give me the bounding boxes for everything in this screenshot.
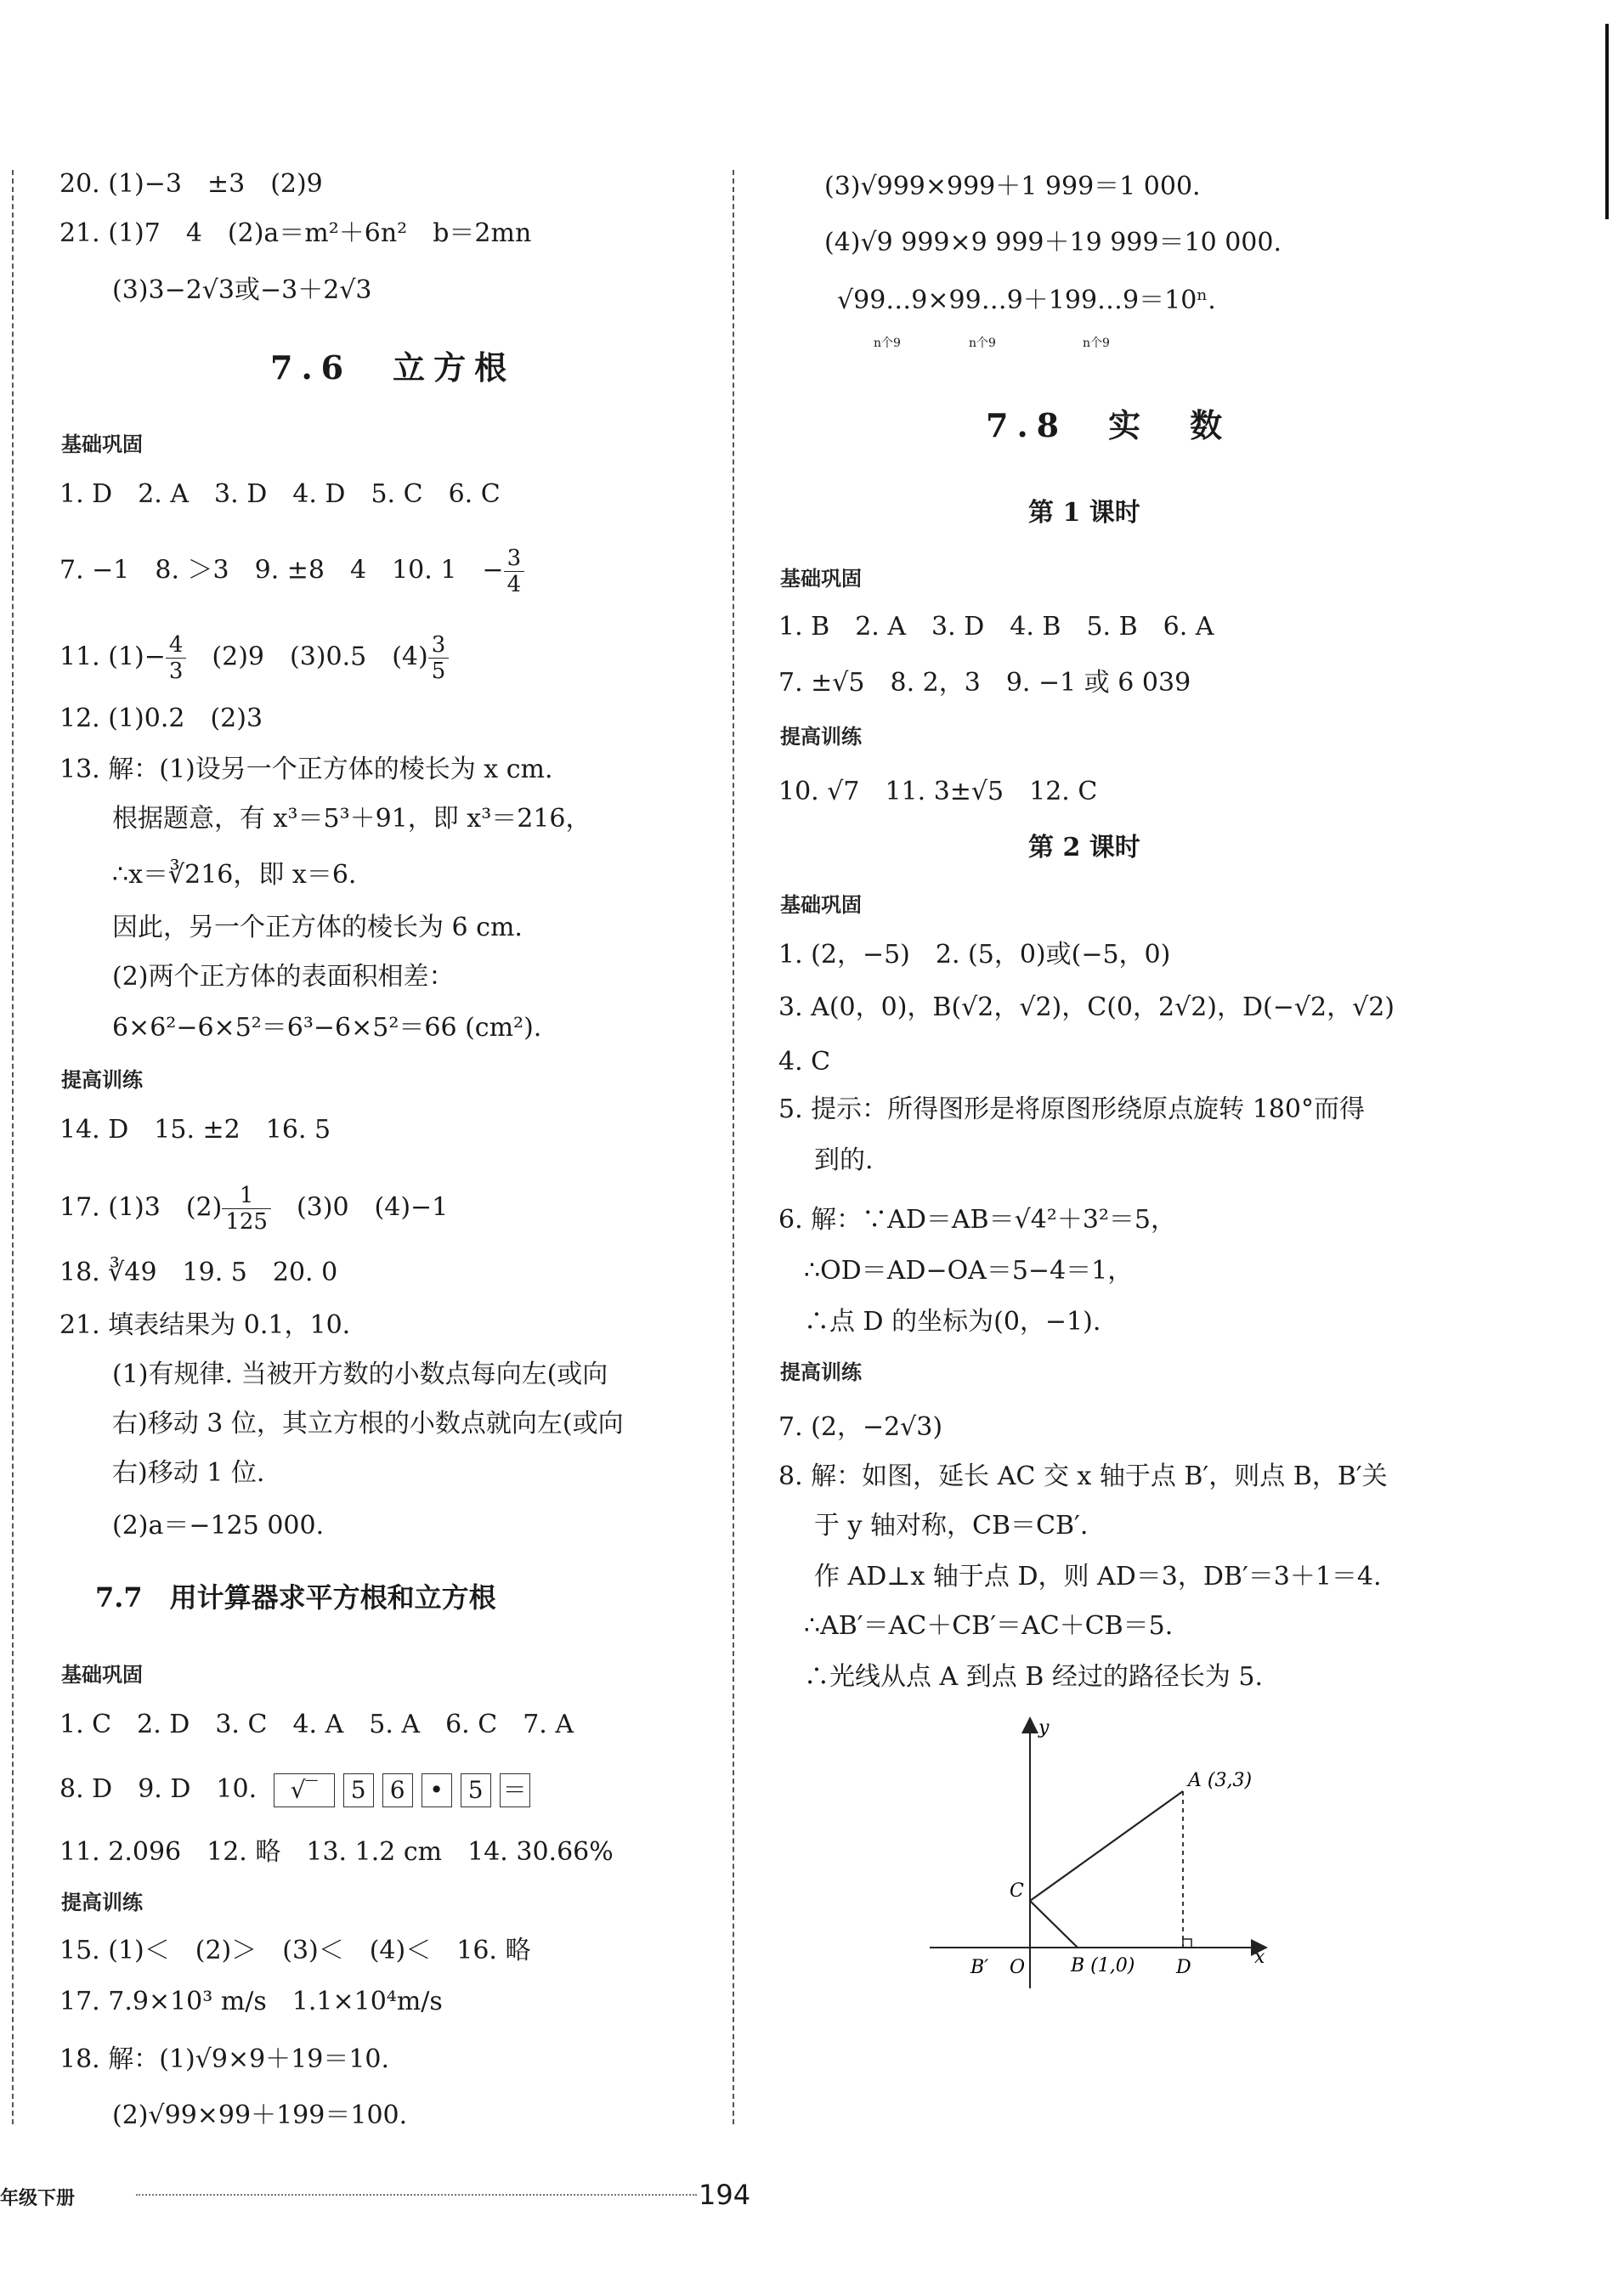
lesson-2-title: 第 2 课时 [1028, 833, 1140, 862]
answer-8-10: 8. D 9. D 10. √‾ 5 6 • 5 ＝ [59, 1773, 539, 1807]
answer-11-14: 11. 2.096 12. 略 13. 1.2 cm 14. 30.66% [59, 1837, 614, 1867]
answer-20: 20. (1)−3 ±3 (2)9 [59, 169, 323, 199]
answer-14-16: 14. D 15. ±2 16. 5 [59, 1115, 331, 1145]
answer-13-f: 6×6²−6×5²＝6³−6×5²＝66 (cm²). [112, 1013, 542, 1043]
footer-dotted-line [136, 2194, 697, 2196]
fraction: $\frac{4}{3}$ [166, 632, 187, 684]
fraction: $\frac{3}{5}$ [428, 632, 450, 684]
answer-13-b: 根据题意，有 x³＝5³＋91，即 x³＝216， [112, 804, 591, 834]
answer-r2-7: 7. (2，−2√3) [778, 1412, 943, 1442]
answer-r2-6b: ∴OD＝AD−OA＝5−4＝1， [804, 1256, 1134, 1286]
section-title-7-6: 7.6 立方根 [270, 348, 516, 387]
answer-r2-8c: 作 AD⊥x 轴于点 D，则 AD＝3，DB′＝3＋1＝4. [814, 1562, 1382, 1592]
answer-21: 21. (1)7 4 (2)a＝m²＋6n² b＝2mn [59, 218, 532, 248]
answer-21-e: (2)a＝−125 000. [112, 1511, 325, 1541]
label-x: x [1254, 1947, 1265, 1968]
answer-17: 17. (1)3 (2) $\frac{1}{125}$ (3)0 (4)−1 [59, 1183, 449, 1235]
segment-C-B [1030, 1901, 1078, 1948]
section-label-advanced-3: 提高训练 [780, 725, 862, 749]
subscript-n9-2: n个9 [969, 336, 996, 350]
answer-r2-5a: 5. 提示：所得图形是将原图形绕原点旋转 180°而得 [778, 1094, 1365, 1124]
answer-r10-12: 10. √7 11. 3±√5 12. C [778, 777, 1098, 806]
subscript-n9-3: n个9 [1083, 336, 1110, 350]
answer-r2-8b: 于 y 轴对称，CB＝CB′. [814, 1511, 1089, 1541]
section-label-advanced: 提高训练 [61, 1068, 143, 1092]
answer-18-general: √99…9×99…9＋199…9＝10ⁿ. [837, 286, 1216, 315]
label-C: C [1010, 1880, 1024, 1902]
key-equals: ＝ [500, 1773, 530, 1807]
section-label-basic-4: 基础巩固 [780, 893, 862, 917]
answer-13-e: (2)两个正方体的表面积相差： [112, 962, 455, 992]
answer-18-a: 18. 解：(1)√9×9＋19＝10. [59, 2044, 390, 2074]
answer-r2-8d: ∴AB′＝AC＋CB′＝AC＋CB＝5. [804, 1611, 1174, 1641]
key-5b: 5 [461, 1773, 491, 1807]
answer-r2-8e: ∴光线从点 A 到点 B 经过的路径长为 5. [804, 1662, 1264, 1692]
lesson-1-title: 第 1 课时 [1028, 498, 1140, 528]
section-label-advanced-4: 提高训练 [780, 1360, 862, 1384]
answer-18-20: 18. ∛49 19. 5 20. 0 [59, 1258, 338, 1287]
answer-21-d: 右)移动 1 位. [112, 1458, 265, 1488]
answer-r1-6: 1. B 2. A 3. D 4. B 5. B 6. A [778, 612, 1214, 642]
edge-bar [1605, 24, 1609, 219]
section-label-basic-2: 基础巩固 [61, 1663, 143, 1687]
answer-17b: 17. 7.9×10³ m/s 1.1×10⁴m/s [59, 1987, 443, 2016]
grade-label: 年级下册 [0, 2188, 76, 2209]
answer-r2-5b: 到的. [814, 1145, 874, 1175]
segment-Bp-A [1030, 1791, 1183, 1901]
label-A: A (3,3) [1188, 1770, 1253, 1791]
key-6: 6 [382, 1773, 413, 1807]
fraction: $\frac{3}{4}$ [504, 546, 525, 597]
answer-r2-3: 3. A(0，0)，B(√2，√2)，C(0，2√2)，D(−√2，√2) [778, 992, 1395, 1022]
section-title-7-8: 7.8 实 数 [986, 406, 1231, 444]
label-B: B (1,0) [1071, 1955, 1135, 1976]
section-label-advanced-2: 提高训练 [61, 1891, 143, 1914]
binding-line-left [12, 170, 14, 2124]
right-angle-mark [1183, 1939, 1191, 1948]
key-5: 5 [343, 1773, 374, 1807]
answer-18-3: (3)√999×999＋1 999＝1 000. [824, 172, 1201, 201]
label-O: O [1010, 1957, 1026, 1978]
answer-15-16: 15. (1)＜ (2)＞ (3)＜ (4)＜ 16. 略 [59, 1936, 531, 1965]
label-y: y [1038, 1717, 1050, 1739]
section-label-basic-3: 基础巩固 [780, 567, 862, 591]
page-number: 194 [699, 2179, 751, 2211]
fraction: $\frac{1}{125}$ [222, 1183, 271, 1235]
answer-11: 11. (1)− $\frac{4}{3}$ (2)9 (3)0.5 (4) $\frac{3}{5}$ [59, 632, 449, 684]
answer-r2-4: 4. C [778, 1047, 831, 1077]
label-Bp: B′ [970, 1957, 989, 1978]
answer-1-6: 1. D 2. A 3. D 4. D 5. C 6. C [59, 479, 501, 509]
answer-21-a: 21. 填表结果为 0.1，10. [59, 1310, 351, 1340]
answer-r2-6c: ∴点 D 的坐标为(0，−1). [804, 1307, 1101, 1337]
answer-r2-6a: 6. 解：∵AD＝AB＝√4²＋3²＝5， [778, 1205, 1177, 1235]
answer-r2-8a: 8. 解：如图，延长 AC 交 x 轴于点 B′，则点 B，B′关 [778, 1462, 1388, 1491]
coordinate-figure [918, 1708, 1275, 1997]
answer-21-c: 右)移动 3 位，其立方根的小数点就向左(或向 [112, 1409, 624, 1439]
answer-13-d: 因此，另一个正方体的棱长为 6 cm. [112, 913, 523, 942]
answer-13-a: 13. 解：(1)设另一个正方体的棱长为 x cm. [59, 755, 553, 784]
section-title-7-7: 7.7 用计算器求平方根和立方根 [95, 1581, 496, 1614]
key-sqrt: √‾ [274, 1773, 335, 1807]
answer-r7-9: 7. ±√5 8. 2，3 9. −1 或 6 039 [778, 668, 1191, 698]
subscript-n9-1: n个9 [874, 336, 901, 350]
answer-21-b: (1)有规律. 当被开方数的小数点每向左(或向 [112, 1360, 608, 1389]
page-footer [0, 2175, 1624, 2218]
answer-21-3: (3)3−2√3或−3＋2√3 [112, 275, 372, 305]
answer-18-4: (4)√9 999×9 999＋19 999＝10 000. [824, 228, 1282, 257]
answer-13-c: ∴x＝∛216，即 x＝6. [112, 860, 357, 890]
section-label-basic: 基础巩固 [61, 433, 143, 456]
binding-line-center [733, 170, 734, 2124]
answer-r2-1: 1. (2，−5) 2. (5，0)或(−5，0) [778, 940, 1171, 970]
answer-12: 12. (1)0.2 (2)3 [59, 704, 263, 733]
label-D: D [1176, 1957, 1191, 1978]
answer-1-7: 1. C 2. D 3. C 4. A 5. A 6. C 7. A [59, 1710, 574, 1739]
answer-7-10: 7. −1 8. ＞3 9. ±8 4 10. 1 − $\frac{3}{4}$ [59, 546, 524, 597]
answer-18-b: (2)√99×99＋199＝100. [112, 2101, 408, 2130]
key-dot: • [422, 1773, 452, 1807]
